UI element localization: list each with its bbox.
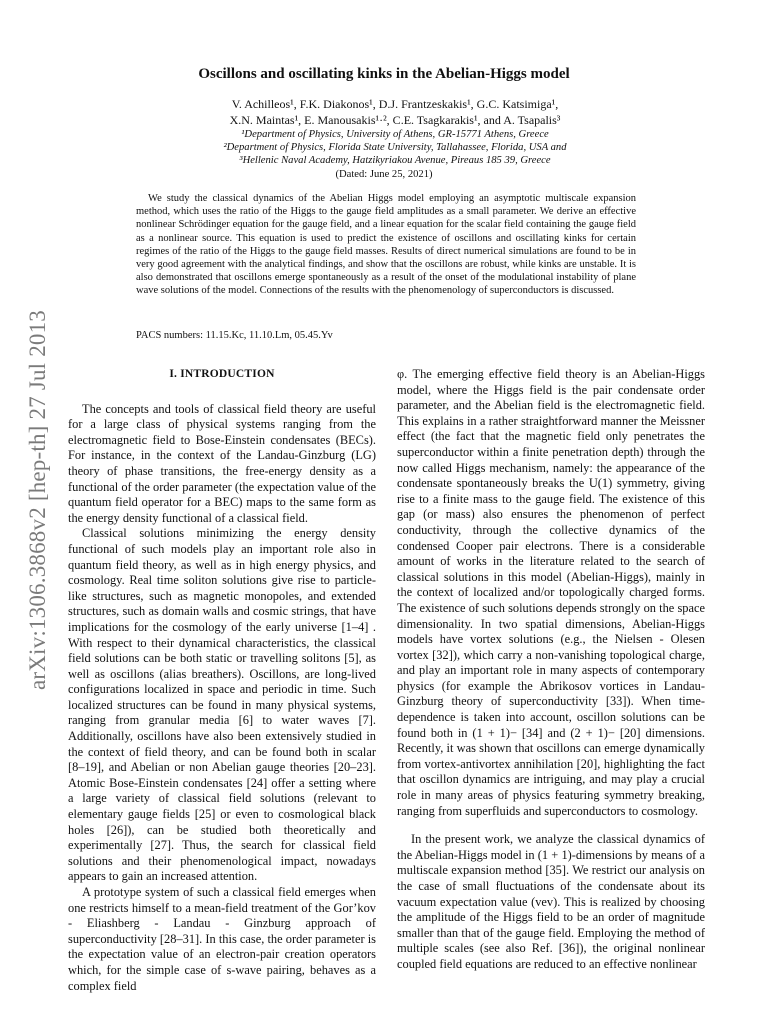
body-paragraph: A prototype system of such a classical field emerges when one restricts himself to a mean-field treatment of the Gor’kov - Eliashberg - Landau - Ginzburg approach of superconductivity [28–31]. In this case, the order parameter is the expectation value of an electron-pair creation operators which, for the simple case of s-wave pairing, behaves as a complex field [68, 885, 376, 993]
author-list [160, 96, 630, 128]
body-paragraph: φ. The emerging effective field theory is an Abelian-Higgs model, where the Higgs field is the pair condensate order parameter, and the Abelian field is the electromagnetic field. This explains in a rather straightforward manner the Meissner effect (the fact that the magnetic field only penetrates the superconductor within a finite penetration depth) through the now called Higgs mechanism, namely: the appearance of the condensate spontaneously breaks the U(1) symmetry, giving rise to a finite mass to the gauge field. The existence of this gap (or mass) also ensures the phenomenon of perfect conductivity, through the collective dynamics of the condensed Cooper pair electrons. There is a considerable amount of works in the literature related to the search of classical solutions in this model (Abelian-Higgs), mainly in the context of localized and/or topologically charged forms. The existence of such solutions depends strongly on the space dimensionality. In two spatial dimensions, Abelian-Higgs models have vortex solutions (e.g., the Nielsen - Olesen vortex [32]), which carry a non-vanishing topological charge, and play an important role in many aspects of contemporary physics (for example the Abrikosov vortices in Landau-Ginzburg theory of superconductivity [33]). When time-dependence is taken into account, oscillon solutions can be found both in (1 + 1)− [34] and (2 + 1)− [20] dimensions. Recently, it was shown that oscillons can emerge dynamically from vortex-antivortex annihilation [20], highlighting the fact that oscillon dynamics are intriguing, and may play a crucial role in many areas of physics featuring symmetry breaking, ranging from superfluids and superconductors to cosmology. [397, 367, 705, 818]
date-line: (Dated: June 25, 2021) [335, 169, 433, 180]
author-line: X.N. Maintas¹, E. Manousakis¹·², C.E. Tsagkarakis¹, and A. Tsapalis³ [229, 113, 561, 127]
author-line: V. Achilleos¹, F.K. Diakonos¹, D.J. Frantzeskakis¹, G.C. Katsimiga¹, [231, 97, 559, 111]
paragraph-gap [397, 819, 705, 832]
affiliation-line: ¹Department of Physics, University of Athens, GR-15771 Athens, Greece [241, 129, 549, 140]
arxiv-identifier [18, 290, 58, 710]
paper-title: Oscillons and oscillating kinks in the Abelian-Higgs model [198, 66, 570, 82]
affiliation-line: ³Hellenic Naval Academy, Hatzikyriakou Avenue, Pireaus 185 39, Greece [239, 155, 551, 167]
abstract [136, 192, 636, 298]
abstract-text: We study the classical dynamics of the Abelian Higgs model employing an asymptotic multiscale expansion method, which uses the ratio of the Higgs to the gauge field amplitudes as a small parameter. We derive an effective nonlinear Schrödinger equation for the gauge field, and a linear equation for the scalar field containing the gauge field as a nonlinear source. This equation is used to predict the existence of oscillons and oscillating kinks for certain regimes of the ratio of the Higgs to the gauge field masses. Results of direct numerical simulations are found to be in very good agreement with the analytical findings, and show that the oscillons are robust, while kinks are unstable. It is also demonstrated that oscillons emerge spontaneously as a result of the onset of the modulational instability of plane wave solutions of the model. Connections of the results with the phenomenology of superconductors is discussed. [136, 193, 636, 297]
affiliation-list [160, 128, 630, 168]
arxiv-id-text: arXiv:1306.3868v2 [hep-th] 27 Jul 2013 [25, 309, 50, 691]
affiliation-line: ²Department of Physics, Florida State University, Tallahassee, Florida, USA and [223, 142, 567, 154]
body-paragraph: Classical solutions minimizing the energy density functional of such models play an important role also in quantum field theory, as well as in high energy physics, and cosmology. Real time soliton solutions give rise to particle-like structures, such as magnetic monopoles, and extended structures, such as domain walls and cosmic strings, that have implications for the cosmology of the early universe [1–4] . With respect to their dynamical characteristics, the classical field solutions can be both static or travelling solitons [5], as well as oscillons (alias breathers). Oscillons, are long-lived configurations localized in space and periodic in time. Such localized structures can be found in many physical systems, ranging from granular media [6] to water waves [7]. Additionally, oscillons have also been extensively studied in the context of field theory, and can be found both in scalar [8–19], and Abelian or non Abelian gauge theories [20–23]. Atomic Bose-Einstein condensates [24] offer a setting where a large variety of classical field solutions (relevant to elementary gauge fields [25] or even to cosmological black holes [26]), can be studied both theoretically and experimentally [27]. Thus, the search for classical field solutions and their phenomenological impact, nowadays appears to gain an increased attention. [68, 526, 376, 884]
body-paragraph: In the present work, we analyze the classical dynamics of the Abelian-Higgs model in (1 + 1)-dimensions by means of a multiscale expansion method [35]. We restrict our analysis on the case of small fluctuations of the condensate about its vacuum expectation value (vev). This is realized by choosing the amplitude of the Higgs field to be an order of magnitude smaller than that of the gauge field. Employing the method of multiple scales (see also Ref. [36]), the original nonlinear coupled field equations are reduced to an effective nonlinear [397, 832, 705, 971]
pacs-numbers: PACS numbers: 11.15.Kc, 11.10.Lm, 05.45.Yv [136, 330, 333, 341]
body-paragraph: The concepts and tools of classical field theory are useful for a large class of physical systems ranging from the electromagnetic field to Bose-Einstein condensates (BECs). For instance, in the context of the Landau-Ginzburg (LG) theory of phase transitions, the free-energy density as a functional of the order parameter (the expectation value of the quantum field operator for a BEC) maps to the same form as the energy density functional of a classical field. [68, 401, 376, 525]
right-column [397, 367, 705, 973]
left-column [68, 367, 376, 994]
section-heading: I. INTRODUCTION [169, 368, 275, 380]
